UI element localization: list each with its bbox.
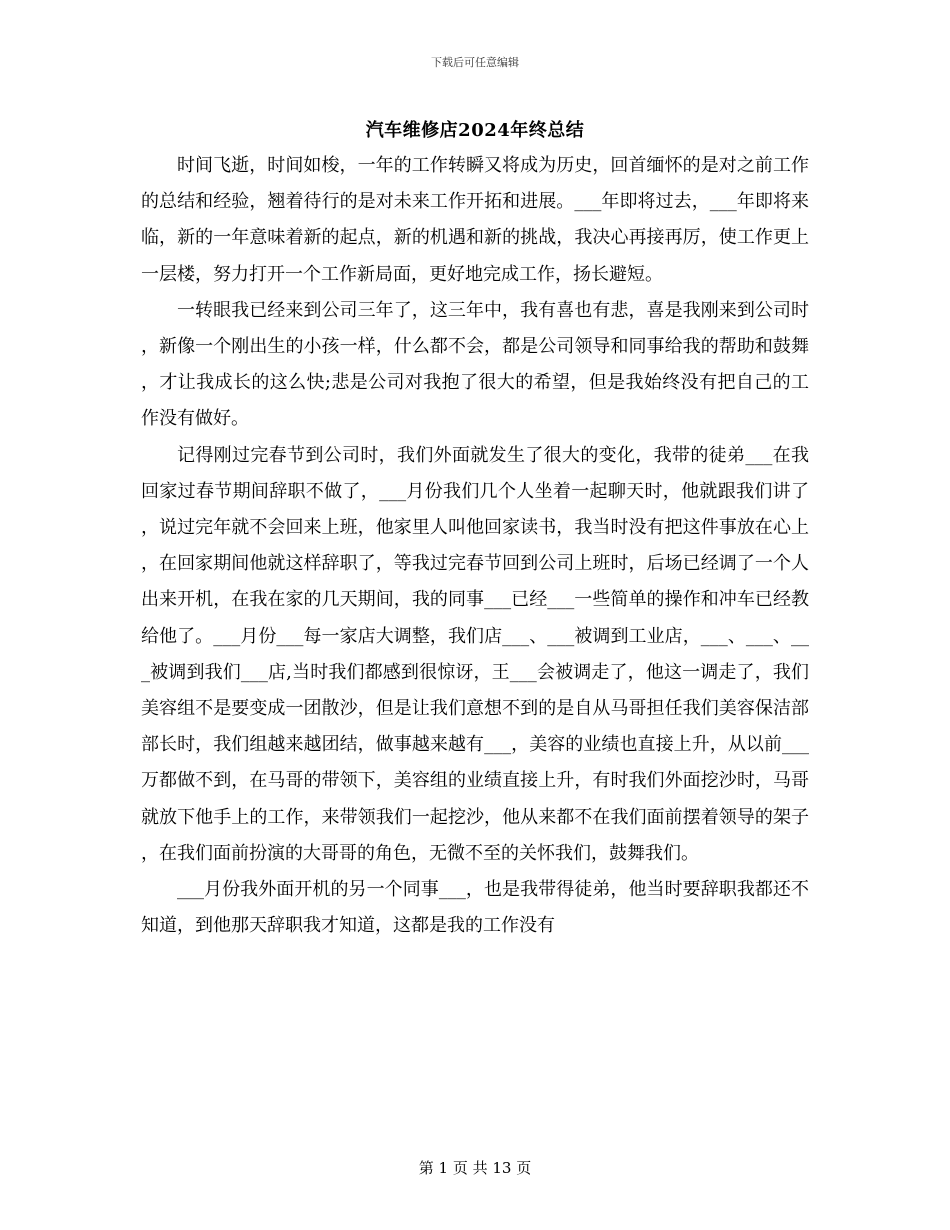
page-indicator: 第 1 页 共 13 页 <box>418 1159 532 1177</box>
paragraph-3: 记得刚过完春节到公司时，我们外面就发生了很大的变化，我带的徒弟___在我回家过春节期间辞职不做了，___月份我们几个人坐着一起聊天时，他就跟我们讲了，说过完年就不会回来上班，他家里人叫他回家读书，我当时没有把这件事放在心上，在回家期间他就这样辞职了，等我过完春节回到公司上班时，后场已经调了一个人出来开机，在我在家的几天期间，我的同事___已经___一些简单的操作和冲车已经教给他了。___月份___每一家店大调整，我们店___、___被调到工业店，___、___、___被调到我们___店,当时我们都感到很惊讶，王___会被调走了，他这一调走了，我们美容组不是要变成一团散沙，但是让我们意想不到的是自从马哥担任我们美容保洁部部长时，我们组越来越团结，做事越来越有___，美容的业绩也直接上升，从以前___万都做不到，在马哥的带领下，美容组的业绩直接上升，有时我们外面挖沙时，马哥就放下他手上的工作，来带领我们一起挖沙，他从来都不在我们面前摆着领导的架子，在我们面前扮演的大哥哥的角色，无微不至的关怀我们，鼓舞我们。 <box>141 444 809 864</box>
paragraph-1: 时间飞逝，时间如梭，一年的工作转瞬又将成为历史，回首缅怀的是对之前工作的总结和经验，翘着待行的是对未来工作开拓和进展。___年即将过去，___年即将来临，新的一年意味着新的起点，新的机遇和新的挑战，我决心再接再厉，使工作更上一层楼，努力打开一个工作新局面，更好地完成工作，扬长避短。 <box>141 155 809 285</box>
header-note: 下载后可任意编辑 <box>431 56 519 69</box>
paragraph-4: ___月份我外面开机的另一个同事___，也是我带得徒弟，他当时要辞职我都还不知道，到他那天辞职我才知道，这都是我的工作没有 <box>141 879 809 937</box>
document-title: 汽车维修店2024年终总结 <box>365 120 585 141</box>
document-body <box>141 148 809 944</box>
paragraph-2: 一转眼我已经来到公司三年了，这三年中，我有喜也有悲，喜是我刚来到公司时，新像一个刚出生的小孩一样，什么都不会，都是公司领导和同事给我的帮助和鼓舞，才让我成长的这么快;悲是公司对我抱了很大的希望，但是我始终没有把自己的工作没有做好。 <box>141 299 809 430</box>
